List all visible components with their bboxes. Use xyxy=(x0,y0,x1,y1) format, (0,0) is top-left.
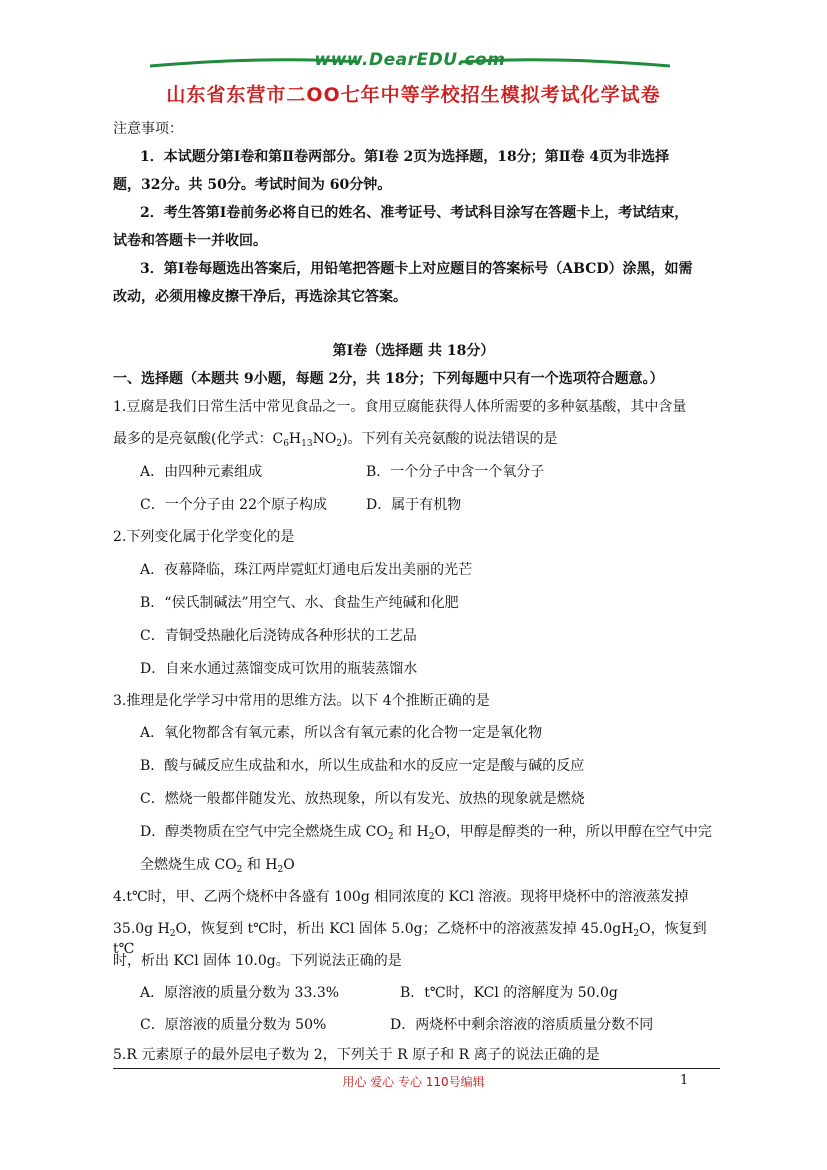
q4-option-b: B．t℃时，KCl 的溶解度为 50.0g xyxy=(400,985,618,1001)
q2-stem: 2.下列变化属于化学变化的是 xyxy=(113,529,295,545)
q3-option-a: A．氧化物都含有氧元素，所以含有氧元素的化合物一定是氧化物 xyxy=(140,725,543,741)
q1-option-b: B．一个分子中含一个氧分子 xyxy=(366,464,545,480)
q2-option-b: B．“侯氏制碱法”用空气、水、食盐生产纯碱和化肥 xyxy=(140,595,459,611)
q5-stem: 5.R 元素原子的最外层电子数为 2，下列关于 R 原子和 R 离子的说法正确的是 xyxy=(113,1047,600,1063)
notice-item-3-line-1: 3．第Ⅰ卷每题选出答案后，用铅笔把答题卡上对应题目的答案标号（ABCD）涂黑，如需 xyxy=(140,261,693,277)
q4-option-a: A．原溶液的质量分数为 33.3% xyxy=(140,985,340,1001)
q1-option-d: D．属于有机物 xyxy=(366,497,462,513)
q1-stem-line-2: 最多的是亮氨酸(化学式：$C_6H_{13}NO_2$)。下列有关亮氨酸的说法错误的是 xyxy=(113,431,558,449)
q3-option-d-line-1: D．醇类物质在空气中完全燃烧生成 $CO_2$ 和 $H_2O$，甲醇是醇类的一种，所以甲醇在空气中完 xyxy=(140,824,712,842)
q2-option-a: A．夜幕降临，珠江两岸霓虹灯通电后发出美丽的光芒 xyxy=(140,562,473,578)
q2-option-d: D．自来水通过蒸馏变成可饮用的瓶装蒸馏水 xyxy=(140,661,418,677)
q4-stem-line-3: 时，析出 KCl 固体 10.0g。下列说法正确的是 xyxy=(113,953,402,969)
section-instruction: 一、选择题（本题共 9小题，每题 2分，共 18分；下列每题中只有一个选项符合题意。） xyxy=(113,371,664,387)
q3-option-b: B．酸与碱反应生成盐和水，所以生成盐和水的反应一定是酸与碱的反应 xyxy=(140,758,585,774)
notice-item-1-line-1: 1．本试题分第Ⅰ卷和第Ⅱ卷两部分。第Ⅰ卷 2页为选择题，18分；第Ⅱ卷 4页为非选择 xyxy=(140,149,670,165)
site-banner xyxy=(150,48,670,78)
q3-option-c: C．燃烧一般都伴随发光、放热现象，所以有发光、放热的现象就是燃烧 xyxy=(140,791,585,807)
q4-stem-line-2: 35.0g $H_2O$，恢复到 t℃时，析出 KCl 固体 5.0g；乙烧杯中的溶液蒸发掉 $45.0gH_2O$，恢复到 t℃ xyxy=(113,921,707,957)
footer-slogan: 用心 爱心 专心 110号编辑 xyxy=(342,1075,485,1089)
notice-item-3-line-2: 改动，必须用橡皮擦干净后，再选涂其它答案。 xyxy=(113,289,407,305)
q4-option-c: C．原溶液的质量分数为 50% xyxy=(140,1017,327,1033)
notice-item-2-line-1: 2．考生答第Ⅰ卷前务必将自已的姓名、准考证号、考试科目涂写在答题卡上，考试结束， xyxy=(140,205,689,221)
q3-option-d-line-2: 全燃烧生成 $CO_2$ 和 $H_2O$ xyxy=(140,857,295,875)
q1-stem-line-1: 1.豆腐是我们日常生活中常见食品之一。食用豆腐能获得人体所需要的多种氨基酸，其中含量 xyxy=(113,399,687,415)
notice-item-2-line-2: 试卷和答题卡一并收回。 xyxy=(113,233,267,249)
q2-option-c: C．青铜受热融化后浇铸成各种形状的工艺品 xyxy=(140,628,417,644)
notice-heading: 注意事项： xyxy=(113,121,183,137)
q4-stem-line-1: 4.t℃时，甲、乙两个烧杯中各盛有 100g 相同浓度的 KCl 溶液。现将甲烧杯中的溶液蒸发掉 xyxy=(113,889,689,905)
q3-stem: 3.推理是化学学习中常用的思维方法。以下 4个推断正确的是 xyxy=(113,693,490,709)
q4-option-d: D．两烧杯中剩余溶液的溶质质量分数不同 xyxy=(390,1017,654,1033)
section-title: 第Ⅰ卷（选择题 共 18分） xyxy=(332,343,495,359)
q1-option-a: A．由四种元素组成 xyxy=(140,464,263,480)
notice-item-1-line-2: 题，32分。共 50分。考试时间为 60分钟。 xyxy=(113,177,392,193)
site-url[interactable]: www.DearEDU.com xyxy=(314,50,506,70)
document-title: 山东省东营市二OO七年中等学校招生模拟考试化学试卷 xyxy=(166,84,661,106)
page-number: 1 xyxy=(680,1073,689,1088)
footer-divider xyxy=(113,1068,720,1069)
q1-option-c: C．一个分子由 22个原子构成 xyxy=(140,497,327,513)
